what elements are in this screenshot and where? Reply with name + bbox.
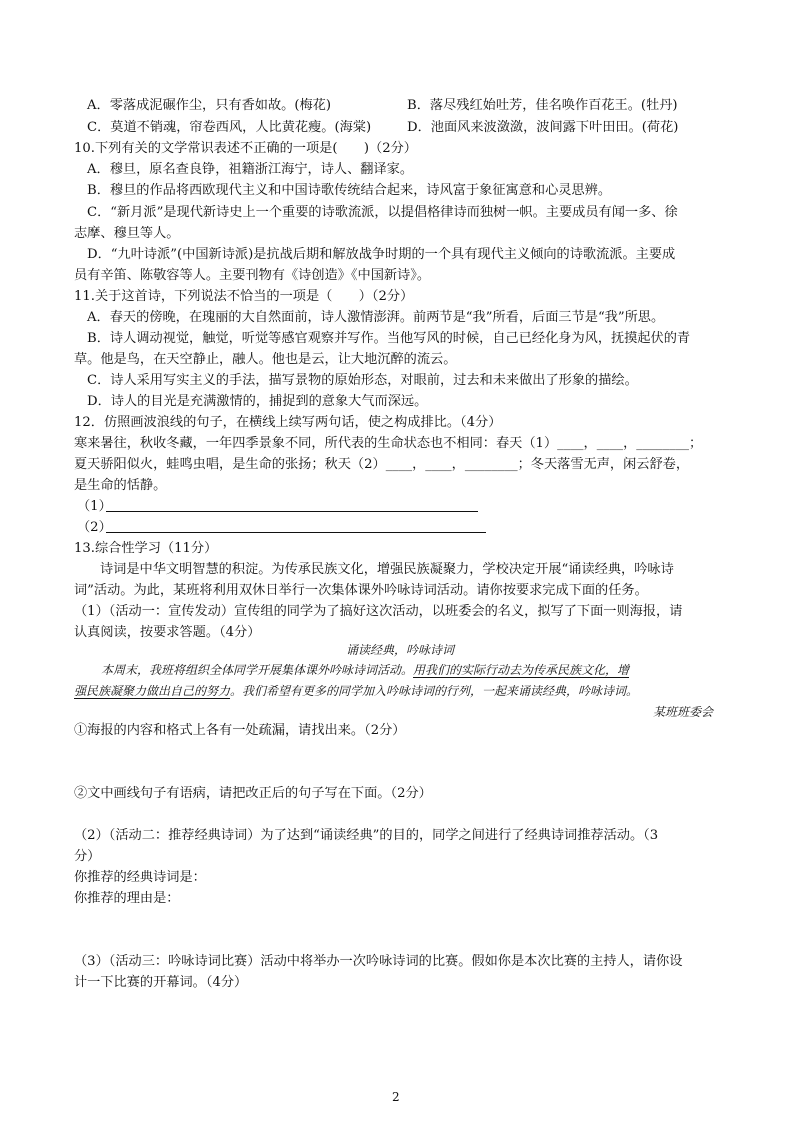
q10-option-c-line1: C．“新月派”是现代新诗史上一个重要的诗歌流派，以提倡格律诗而独树一帜。主要成员有闻一多、徐 (87, 205, 678, 220)
q13-stem: 13.综合性学习（11分） (74, 541, 218, 556)
q13-task2-line2: 分） (74, 849, 101, 864)
q13-recommended-reason: 你推荐的理由是： (74, 891, 180, 906)
q12-answer-line-1[interactable] (106, 511, 478, 512)
q12-stem: 12．仿照画波浪线的句子，在横线上续写两句话，使之构成排比。（4分） (74, 415, 502, 430)
q10-option-d-line2: 员有辛笛、陈敬容等人。主要刊物有《诗创造》《中国新诗》。 (74, 268, 431, 283)
q13-task3-line2: 计一下比赛的开幕词。（4分） (74, 975, 248, 990)
q13-task1-line1: （1）（活动一：宣传发动）宣传组的同学为了搞好这次活动，以班委会的名义，拟写了下面一则海报，请 (74, 604, 683, 619)
q13-task3-line1: （3）（活动三：吟咏诗词比赛）活动中将举办一次吟咏诗词的比赛。假如你是本次比赛的主持人，请你设 (74, 954, 683, 969)
q13-intro-line1: 诗词是中华文明智慧的积淀。为传承民族文化，增强民族凝聚力，学校决定开展“诵读经典，吟咏诗 (100, 562, 674, 577)
poster-body-line1 (101, 661, 629, 679)
q13-task2-line1: （2）（活动二：推荐经典诗词）为了达到“诵读经典”的目的，同学之间进行了经典诗词推荐活动。（3 (74, 828, 659, 843)
q10-option-b: B．穆旦的作品将西欧现代主义和中国诗歌传统结合起来，诗风富于象征寓意和心灵思辨。 (87, 183, 611, 198)
q12-text-line2: 夏天骄阳似火，蛙鸣虫唱，是生命的张扬；秋天（2）____，____，________；冬天落雪无声，闲云舒卷， (74, 457, 690, 472)
q9-option-c: C．莫道不销魂，帘卷西风，人比黄花瘦。(海棠) (87, 120, 372, 135)
q11-stem: 11.关于这首诗，下列说法不恰当的一项是（ ）（2分） (74, 289, 414, 304)
q13-recommended-poem: 你推荐的经典诗词是： (74, 870, 206, 885)
q10-option-d-line1: D．“九叶诗派”(中国新诗派)是抗战后期和解放战争时期的一个具有现代主义倾向的诗歌流派。主要成 (87, 247, 676, 262)
poster-signature: 某班班委会 (653, 705, 714, 719)
q13-intro-line2: 词”活动。为此，某班将利用双休日举行一次集体课外吟咏诗词活动。请你按要求完成下面的任务。 (74, 583, 648, 598)
poster-underlined-sentence-part2: 强民族凝聚力做出自己的努力 (74, 684, 231, 698)
q12-text-line3: 是生命的恬静。 (74, 478, 167, 493)
q11-option-c: C．诗人采用写实主义的手法，描写景物的原始形态，对眼前，过去和未来做出了形象的描绘。 (87, 373, 638, 388)
q11-option-b-line2: 草。他是鸟，在天空静止，融人。他也是云，让大地沉醉的流云。 (74, 352, 457, 367)
poster-sentence-3: 。我们希望有更多的同学加入吟咏诗词的行列，一起来诵读经典，吟咏诗词。 (230, 684, 639, 698)
q11-option-d: D．诗人的目光是充满激情的，捕捉到的意象大气而深远。 (87, 394, 428, 409)
q10-stem: 10.下列有关的文学常识表述不正确的一项是( )（2分） (74, 141, 417, 156)
q10-option-c-line2: 志摩、穆旦等人。 (74, 226, 180, 241)
poster-title: 诵读经典，吟咏诗词 (346, 643, 455, 657)
q12-answer-line-2[interactable] (106, 532, 486, 533)
q12-answer-label-2: （2） (77, 520, 112, 535)
q9-option-b: B．落尽残红始吐芳，佳名唤作百花王。(牡丹) (407, 98, 678, 113)
poster-sentence-1: 本周末，我班将组织全体同学开展集体课外吟咏诗词活动。 (101, 663, 414, 677)
q11-option-b-line1: B．诗人调动视觉，触觉，听觉等感官观察并写作。当他写风的时候，自己已经化身为风，抚摸起伏的青 (87, 331, 691, 346)
q10-option-a: A．穆旦，原名查良铮，祖籍浙江海宁，诗人、翻译家。 (87, 162, 414, 177)
q9-option-d: D．池面风来波潋潋，波间露下叶田田。(荷花) (407, 120, 679, 135)
q9-option-a: A．零落成泥碾作尘，只有香如故。(梅花) (87, 98, 331, 113)
poster-body-line2 (74, 682, 638, 700)
q12-text-line1: 寒来暑往，秋收冬藏，一年四季景象不同，所代表的生命状态也不相同：春天（1）____，____，________； (74, 436, 703, 451)
poster-underlined-sentence-part1: 用我们的实际行动去为传承民族文化，增 (413, 663, 630, 677)
q13-task1-line2: 认真阅读，按要求答题。（4分） (74, 625, 261, 640)
q13-sub1: ①海报的内容和格式上各有一处疏漏，请找出来。（2分） (74, 723, 406, 738)
q11-option-a: A．春天的傍晚，在瑰丽的大自然面前，诗人激情澎湃。前两节是“我”所看，后面三节是“我”所思。 (87, 310, 665, 325)
page-number: 2 (392, 1090, 400, 1104)
q12-answer-label-1: （1） (77, 499, 112, 514)
q13-sub2: ②文中画线句子有语病，请把改正后的句子写在下面。（2分） (74, 786, 432, 801)
